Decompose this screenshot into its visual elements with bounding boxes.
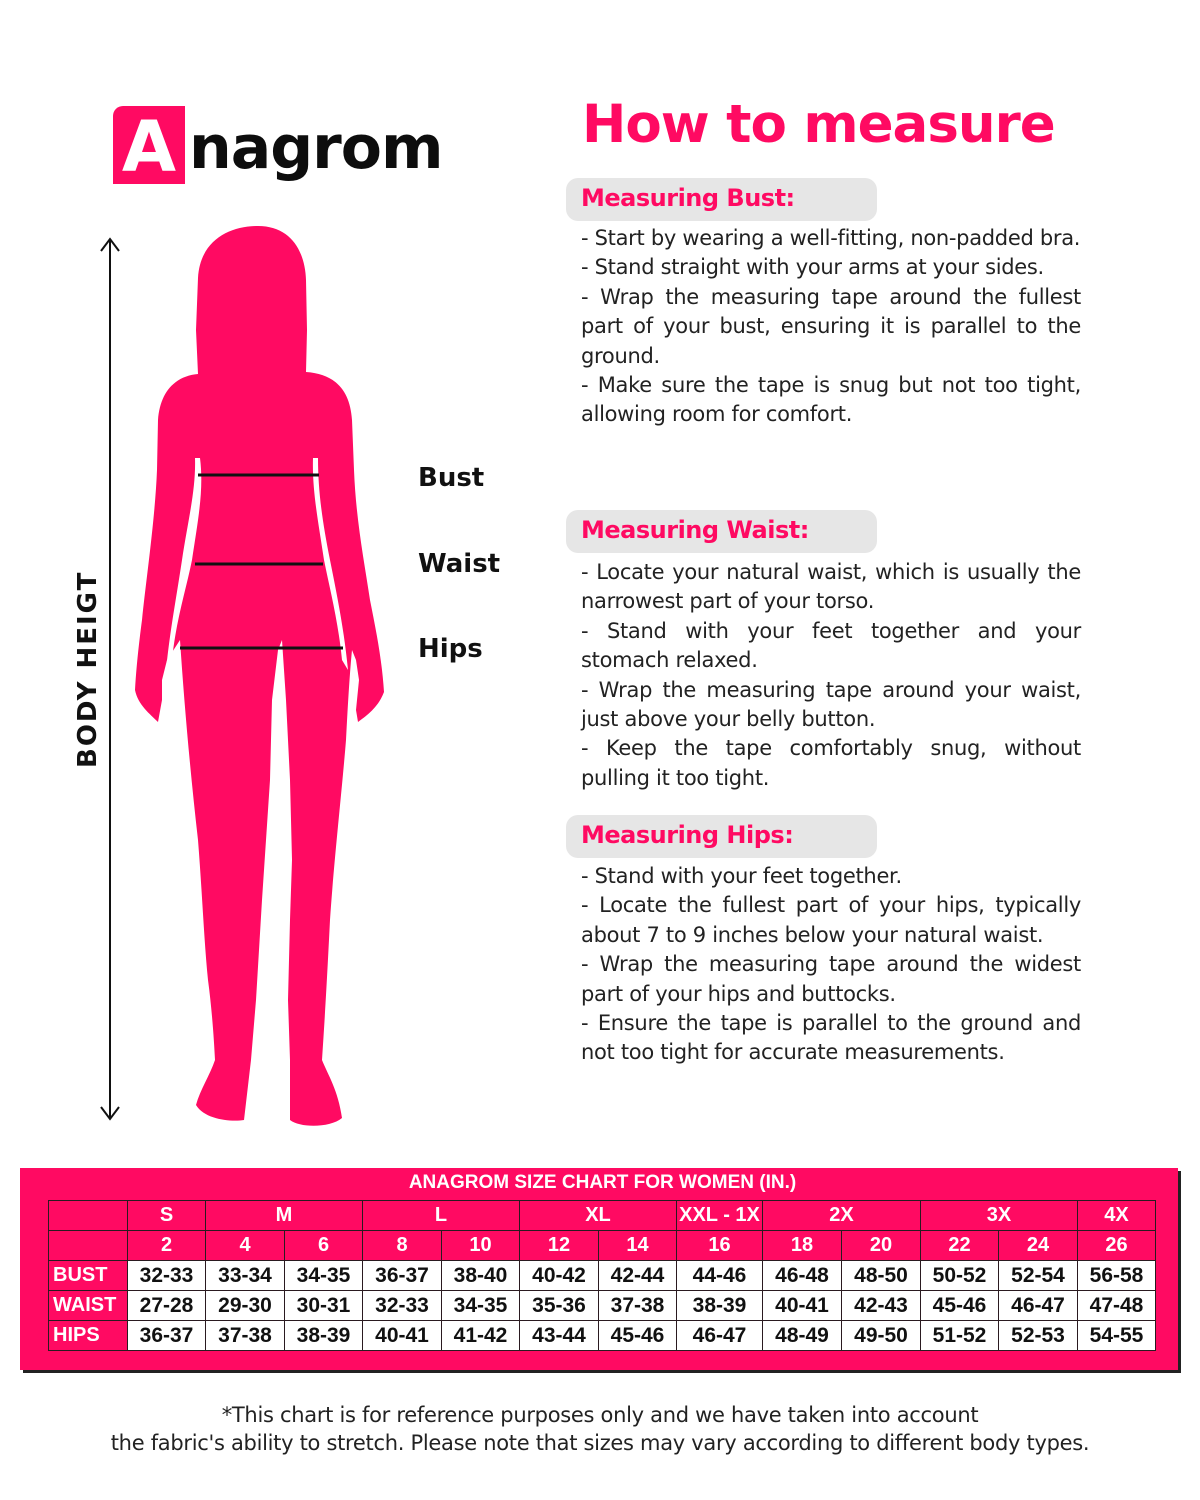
- instruction-line: - Locate your natural waist, which is usually the narrowest part of your torso.: [581, 560, 1081, 614]
- size-group-cell: XL: [520, 1201, 677, 1231]
- instruction-line: - Wrap the measuring tape around the fullest part of your bust, ensuring it is parallel to the ground.: [581, 284, 1081, 368]
- size-number-row: [49, 1231, 1156, 1261]
- table-cell: 27-28: [128, 1291, 206, 1321]
- instruction-line: - Wrap the measuring tape around the widest part of your hips and buttocks.: [581, 952, 1081, 1006]
- table-cell: 35-36: [520, 1291, 599, 1321]
- section-body-bust: [581, 224, 1081, 430]
- section-heading-waist: [566, 510, 877, 553]
- table-cell: 46-47: [999, 1291, 1078, 1321]
- size-letter-row: [49, 1201, 1156, 1231]
- disclaimer-line-2: the fabric's ability to stretch. Please note that sizes may vary according to different body types.: [110, 1431, 1090, 1455]
- table-cell: 33-34: [206, 1261, 285, 1291]
- body-silhouette-figure: [60, 222, 500, 1142]
- table-cell: 32-33: [128, 1261, 206, 1291]
- table-cell: 54-55: [1078, 1321, 1156, 1351]
- size-group-cell: M: [206, 1201, 363, 1231]
- instruction-line: - Make sure the tape is snug but not too tight, allowing room for comfort.: [581, 373, 1081, 427]
- table-cell: 36-37: [363, 1261, 442, 1291]
- table-cell: 37-38: [206, 1321, 285, 1351]
- section-body-waist: [581, 558, 1081, 793]
- table-cell: 43-44: [520, 1321, 599, 1351]
- table-cell: 45-46: [599, 1321, 677, 1351]
- table-cell: 29-30: [206, 1291, 285, 1321]
- logo-wordmark: nagrom: [189, 113, 443, 183]
- table-cell: 34-35: [442, 1291, 520, 1321]
- instruction-line: - Wrap the measuring tape around your waist, just above your belly button.: [581, 677, 1081, 732]
- table-cell: 38-40: [442, 1261, 520, 1291]
- body-height-label: BODY HEIGT: [73, 570, 103, 768]
- size-number-cell: 20: [842, 1231, 921, 1261]
- table-cell: 41-42: [442, 1321, 520, 1351]
- size-group-cell: L: [363, 1201, 520, 1231]
- size-number-cell: 10: [442, 1231, 520, 1261]
- size-number-cell: 16: [677, 1231, 763, 1261]
- size-number-cell: 2: [128, 1231, 206, 1261]
- table-cell: 42-43: [842, 1291, 921, 1321]
- disclaimer: [0, 1401, 1200, 1457]
- logo-letter: A: [121, 106, 177, 188]
- hips-label: Hips: [418, 634, 483, 664]
- instruction-line: - Start by wearing a well-fitting, non-padded bra.: [581, 226, 1081, 250]
- table-row-waist: [49, 1291, 1156, 1321]
- table-row-hips: [49, 1321, 1156, 1351]
- table-cell: 40-41: [363, 1321, 442, 1351]
- size-group-cell: 3X: [921, 1201, 1078, 1231]
- size-number-cell: 22: [921, 1231, 999, 1261]
- table-cell: 38-39: [677, 1291, 763, 1321]
- table-cell: 52-53: [999, 1321, 1078, 1351]
- size-number-cell: 12: [520, 1231, 599, 1261]
- table-cell: 30-31: [285, 1291, 363, 1321]
- corner-cell: [49, 1231, 128, 1261]
- corner-cell: [49, 1201, 128, 1231]
- size-number-cell: 24: [999, 1231, 1078, 1261]
- table-cell: 47-48: [1078, 1291, 1156, 1321]
- logo-mark: [113, 106, 185, 188]
- section-body-hips: [581, 862, 1081, 1068]
- table-cell: 48-49: [763, 1321, 842, 1351]
- instruction-line: - Keep the tape comfortably snug, without pulling it too tight.: [581, 736, 1081, 790]
- table-cell: 46-47: [677, 1321, 763, 1351]
- table-cell: 42-44: [599, 1261, 677, 1291]
- instruction-line: - Stand straight with your arms at your sides.: [581, 255, 1044, 280]
- table-cell: 38-39: [285, 1321, 363, 1351]
- brand-logo: [113, 104, 443, 188]
- table-cell: 40-41: [763, 1291, 842, 1321]
- row-label: BUST: [49, 1261, 128, 1291]
- table-cell: 36-37: [128, 1321, 206, 1351]
- size-chart-title: ANAGROM SIZE CHART FOR WOMEN (IN.): [408, 1172, 797, 1193]
- section-heading-bust-label: Measuring Bust:: [581, 184, 795, 212]
- section-heading-hips: [566, 815, 877, 858]
- table-cell: 46-48: [763, 1261, 842, 1291]
- size-group-cell: XXL - 1X: [677, 1201, 763, 1231]
- instruction-line: - Stand with your feet together and your stomach relaxed.: [581, 618, 1081, 673]
- page-title: How to measure: [582, 94, 1055, 155]
- table-cell: 52-54: [999, 1261, 1078, 1291]
- table-cell: 34-35: [285, 1261, 363, 1291]
- disclaimer-line-1: *This chart is for reference purposes only and we have taken into account: [221, 1403, 979, 1427]
- size-number-cell: 6: [285, 1231, 363, 1261]
- section-heading-hips-label: Measuring Hips:: [581, 821, 794, 849]
- table-cell: 32-33: [363, 1291, 442, 1321]
- size-number-cell: 8: [363, 1231, 442, 1261]
- size-number-cell: 14: [599, 1231, 677, 1261]
- table-cell: 48-50: [842, 1261, 921, 1291]
- row-label: HIPS: [49, 1321, 128, 1351]
- size-number-cell: 4: [206, 1231, 285, 1261]
- section-heading-bust: [566, 178, 877, 221]
- table-cell: 50-52: [921, 1261, 999, 1291]
- instruction-line: - Ensure the tape is parallel to the ground and not too tight for accurate measurements.: [581, 1011, 1081, 1065]
- bust-label: Bust: [418, 463, 485, 493]
- table-cell: 45-46: [921, 1291, 999, 1321]
- size-number-cell: 26: [1078, 1231, 1156, 1261]
- size-group-cell: 4X: [1078, 1201, 1156, 1231]
- size-number-cell: 18: [763, 1231, 842, 1261]
- row-label: WAIST: [49, 1291, 128, 1321]
- table-cell: 56-58: [1078, 1261, 1156, 1291]
- table-row-bust: [49, 1261, 1156, 1291]
- size-group-cell: S: [128, 1201, 206, 1231]
- table-cell: 49-50: [842, 1321, 921, 1351]
- size-chart-table: [48, 1200, 1156, 1351]
- table-cell: 51-52: [921, 1321, 999, 1351]
- table-cell: 44-46: [677, 1261, 763, 1291]
- size-group-cell: 2X: [763, 1201, 921, 1231]
- table-cell: 37-38: [599, 1291, 677, 1321]
- table-cell: 40-42: [520, 1261, 599, 1291]
- section-heading-waist-label: Measuring Waist:: [581, 516, 809, 544]
- instruction-line: - Stand with your feet together.: [581, 864, 902, 888]
- instruction-line: - Locate the fullest part of your hips, typically about 7 to 9 inches below your natural waist.: [581, 893, 1081, 947]
- height-arrow-icon: [101, 239, 119, 1119]
- waist-label: Waist: [418, 549, 501, 579]
